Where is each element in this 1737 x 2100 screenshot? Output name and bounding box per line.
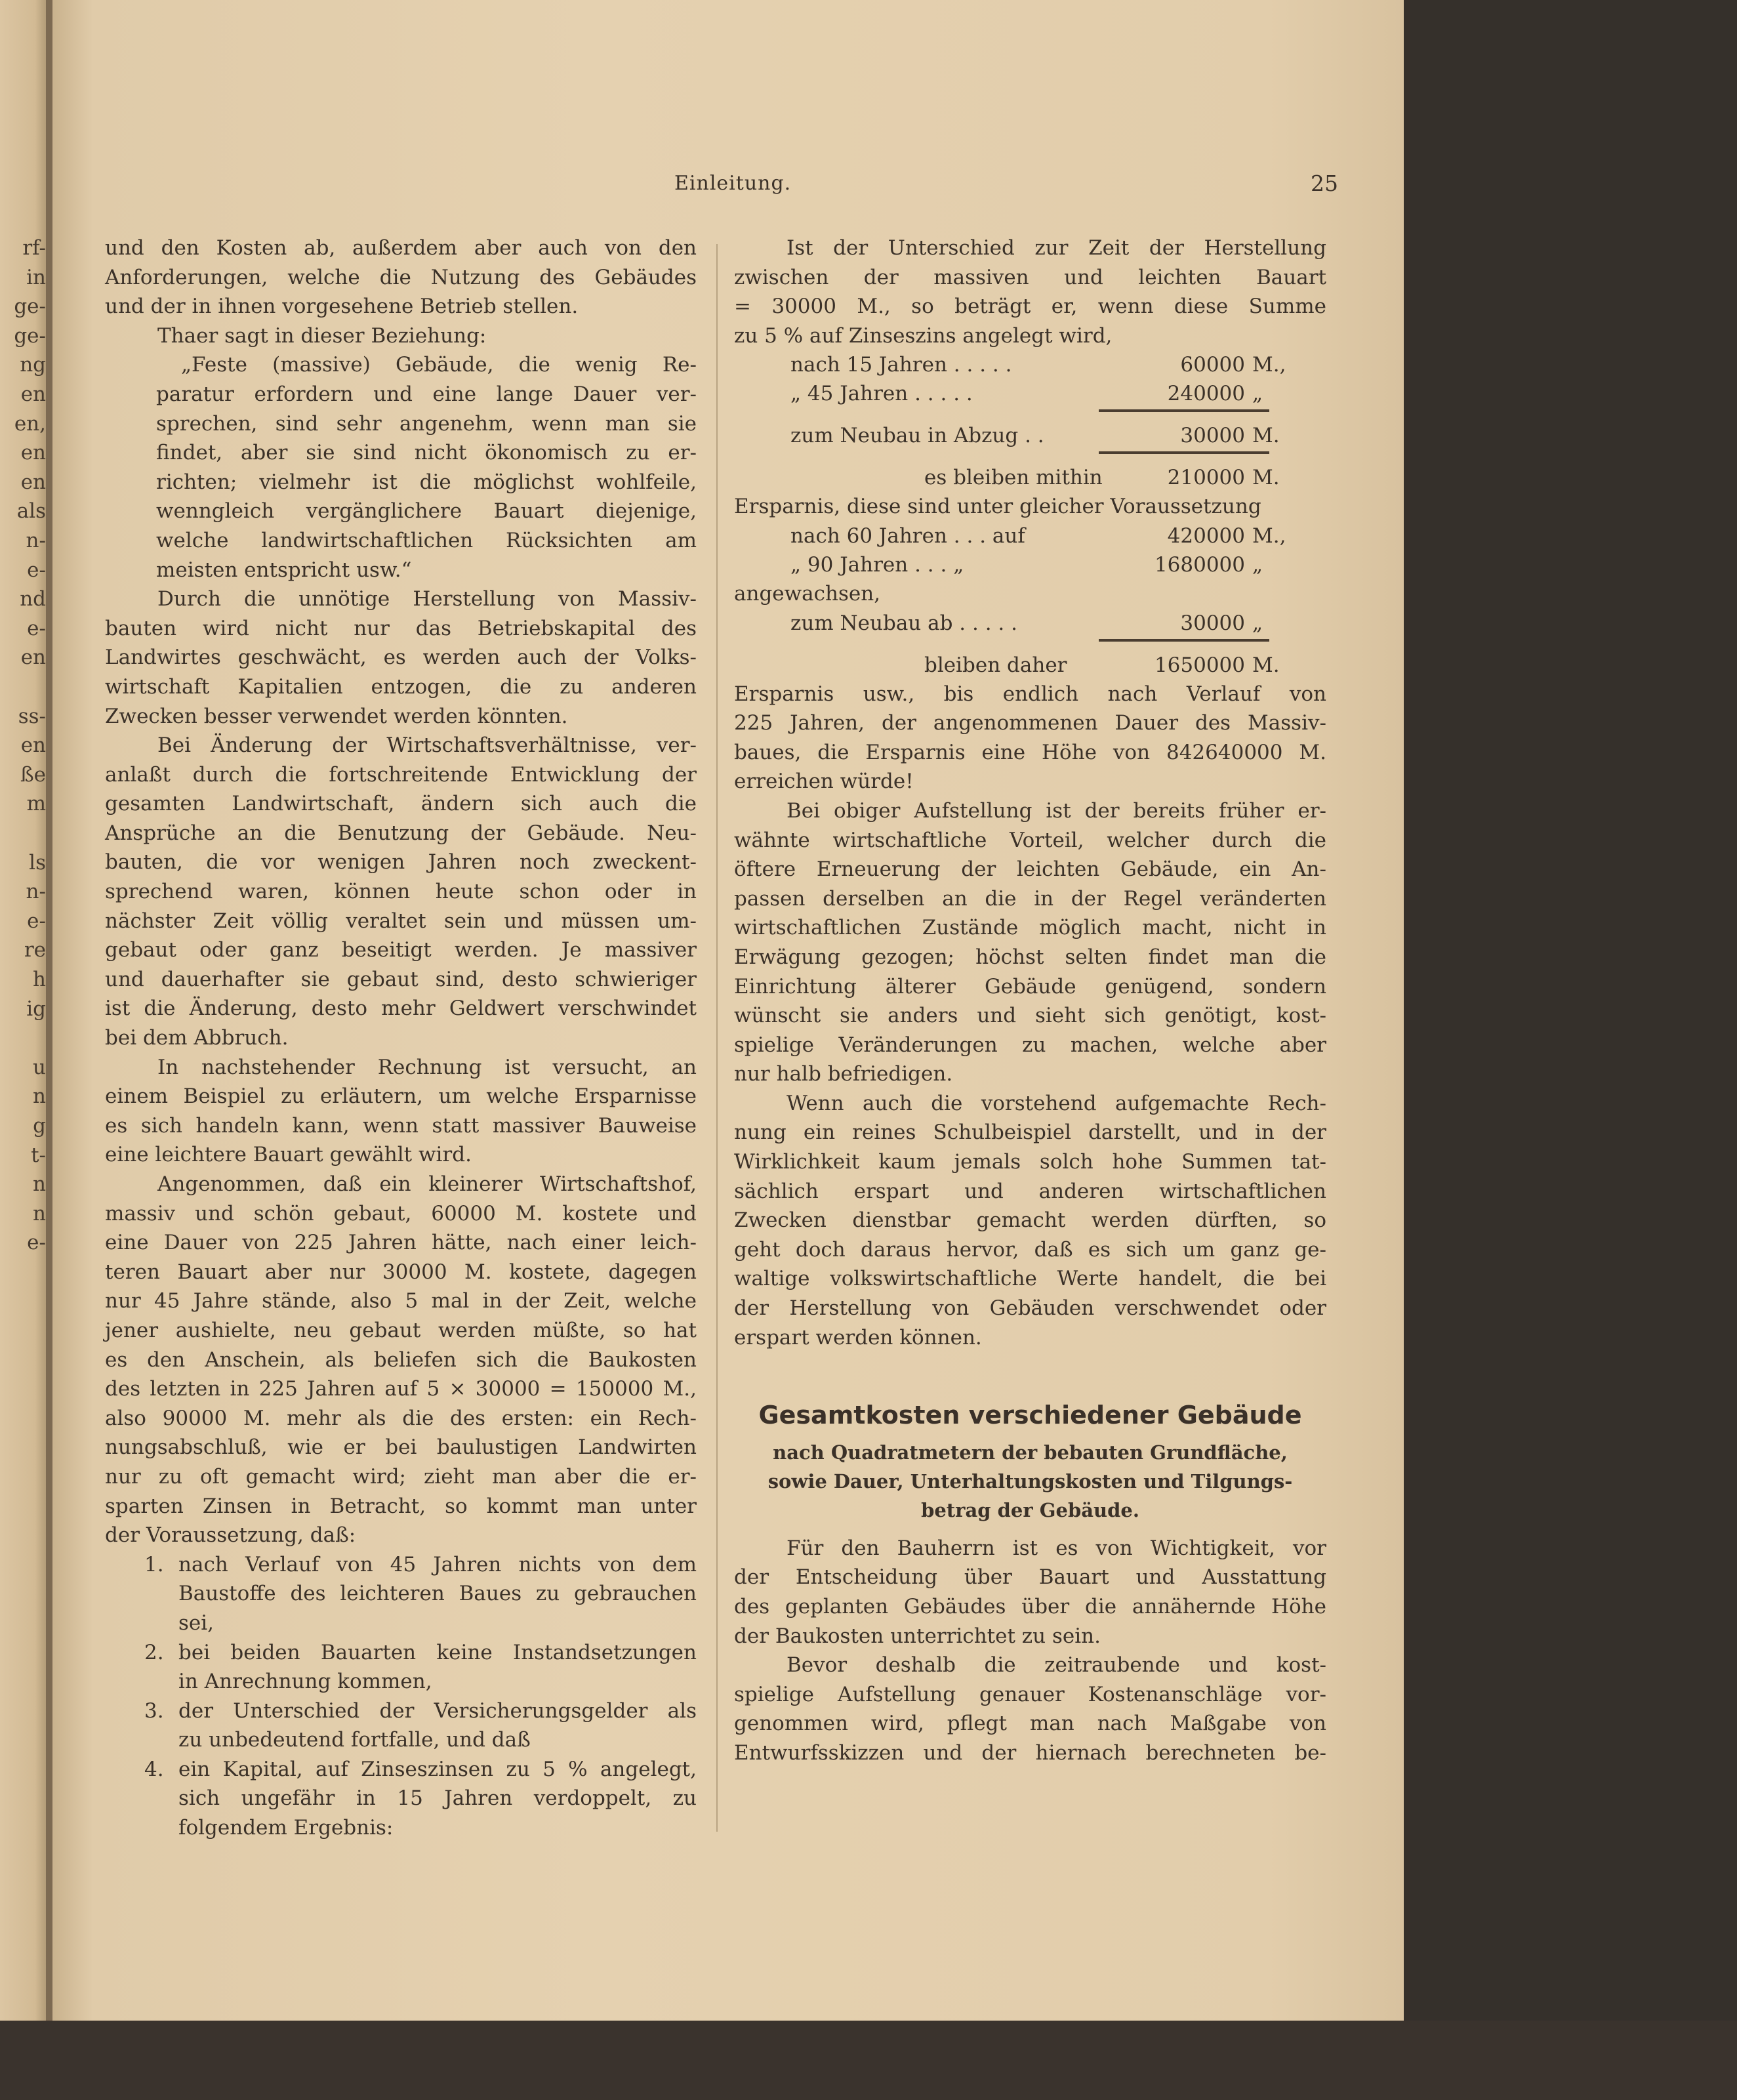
text-run: Angenommen, daß ein kleinerer Wirtschaftshof,	[157, 1172, 697, 1196]
row-unit: „	[1252, 382, 1263, 406]
text-run: gesamten Landwirtschaft, ändern sich auch die	[105, 792, 697, 816]
margin-fragment: en,	[14, 411, 46, 436]
text-run: Zwecken besser verwendet werden könnten.	[105, 704, 568, 728]
text-run: nungsabschluß, wie er bei baulustigen Landwirten	[105, 1435, 697, 1460]
row-label: „ 45 Jahren . . . . .	[790, 382, 973, 406]
margin-fragment: en	[20, 441, 46, 465]
text-run: bauten, die vor wenigen Jahren noch zweckent-	[105, 850, 697, 875]
text-line	[734, 709, 1326, 738]
row-unit: M.	[1252, 424, 1280, 448]
text-line	[105, 321, 697, 351]
text-run: wirtschaftlichen Zustände möglich macht, nicht in	[734, 916, 1326, 940]
quote-line	[105, 438, 697, 468]
text-run: spielige Aufstellung genauer Kostenanschläge vor-	[734, 1682, 1326, 1706]
text-line	[734, 1089, 1326, 1119]
text-line	[734, 1264, 1326, 1294]
text-run: Zwecken dienstbar gemacht werden dürften, so	[734, 1208, 1326, 1233]
row-unit: M.	[1252, 466, 1280, 490]
subheading-line: sowie Dauer, Unterhaltungskosten und Tilgungs-	[767, 1470, 1293, 1493]
text-line	[734, 1001, 1326, 1031]
row-value: 240000	[1167, 382, 1245, 406]
text-line	[105, 614, 697, 644]
subheading-line: betrag der Gebäude.	[921, 1498, 1139, 1521]
text-run: der Baukosten unterrichtet zu sein.	[734, 1624, 1101, 1648]
text-run: Bevor deshalb die zeitraubende und kost-	[787, 1653, 1326, 1678]
row-value: 60000	[1180, 353, 1245, 377]
text-run: nach Verlauf von 45 Jahren nichts von dem	[178, 1552, 697, 1576]
margin-fragment: n-	[26, 880, 46, 904]
row-value: 1650000	[1154, 653, 1245, 677]
list-number: 1.	[144, 1552, 164, 1576]
paragraph	[734, 1651, 1326, 1767]
row-label: es bleiben mithin	[924, 466, 1103, 490]
quote-line	[105, 350, 697, 380]
margin-fragment: e-	[27, 558, 46, 582]
margin-fragment: ße	[20, 762, 46, 787]
text-run: eine Dauer von 225 Jahren hätte, nach einer leich-	[105, 1231, 697, 1255]
text-line	[105, 1082, 697, 1111]
text-line	[105, 1258, 697, 1287]
margin-fragment: n	[33, 1084, 46, 1109]
margin-fragment: als	[16, 499, 46, 524]
paragraph	[734, 492, 1326, 522]
text-line	[734, 826, 1326, 855]
text-run: und dauerhafter sie gebaut sind, desto schwieriger	[105, 967, 697, 991]
text-run: zu 5 % auf Zinseszins angelegt wird,	[734, 323, 1113, 348]
quote-line	[105, 556, 697, 585]
margin-fragment: ge-	[14, 323, 46, 348]
margin-fragment: en	[20, 733, 46, 758]
text-run: Bei obiger Aufstellung ist der bereits früher er-	[787, 798, 1326, 823]
list-item-line	[105, 1579, 697, 1609]
text-run: folgendem Ergebnis:	[178, 1816, 394, 1840]
margin-fragment: n-	[26, 529, 46, 552]
text-run: es sich handeln kann, wenn statt massiver Bauweise	[105, 1113, 697, 1138]
text-run: genommen wird, pflegt man nach Maßgabe von	[734, 1712, 1326, 1736]
list-item-line	[105, 1697, 697, 1726]
book-cover-edge	[1404, 0, 1737, 2100]
section-subheading	[734, 1438, 1326, 1534]
margin-fragment: en	[20, 646, 46, 670]
text-line	[105, 994, 697, 1023]
text-line	[105, 1111, 697, 1141]
row-unit: M.,	[1252, 353, 1286, 377]
list-number: 3.	[144, 1699, 164, 1723]
margin-fragment: n	[33, 1201, 46, 1225]
text-run: wünscht sie anders und sieht sich genötigt, kost-	[734, 1004, 1326, 1028]
calculation-row	[734, 651, 1326, 680]
text-run: geht doch daraus hervor, daß es sich um ganz ge-	[734, 1237, 1326, 1262]
text-line	[105, 760, 697, 790]
quote-line	[105, 380, 697, 409]
paragraph	[734, 234, 1326, 350]
text-line	[105, 819, 697, 848]
text-line	[105, 1287, 697, 1316]
text-line	[105, 1023, 697, 1053]
text-line	[105, 965, 697, 995]
text-run: Baustoffe des leichteren Baues zu gebrauchen	[178, 1582, 697, 1606]
text-line	[734, 263, 1326, 293]
text-line	[734, 972, 1326, 1002]
paragraph	[105, 1053, 697, 1170]
text-line	[734, 1118, 1326, 1147]
row-label: nach 15 Jahren . . . . .	[790, 353, 1012, 377]
margin-fragment: ge-	[14, 295, 46, 319]
text-run: sparten Zinsen in Betracht, so kommt man unter	[105, 1494, 697, 1518]
calculation-row	[734, 379, 1326, 408]
text-run: und den Kosten ab, außerdem aber auch von den	[105, 236, 697, 260]
paragraph	[105, 1638, 697, 1697]
margin-fragment: en	[20, 470, 46, 494]
list-item-line	[105, 1638, 697, 1668]
text-line	[105, 907, 697, 936]
text-run: Wirklichkeit kaum jemals solch hohe Summen tat-	[734, 1150, 1326, 1174]
sum-rule	[1099, 639, 1269, 642]
margin-fragment: e-	[27, 616, 46, 640]
list-number: 4.	[144, 1757, 164, 1781]
text-line	[105, 585, 697, 614]
quote-line	[105, 526, 697, 556]
text-line	[105, 1346, 697, 1375]
margin-fragment: en	[20, 382, 46, 406]
margin-fragment: in	[26, 265, 46, 289]
calculation-row	[734, 350, 1326, 379]
text-run: erspart werden können.	[734, 1325, 982, 1349]
text-line	[105, 643, 697, 672]
text-line	[105, 292, 697, 321]
list-number: 2.	[144, 1640, 164, 1664]
row-label: „ 90 Jahren . . . „	[790, 552, 964, 577]
paragraph	[734, 1089, 1326, 1352]
text-line	[105, 731, 697, 760]
text-line	[734, 767, 1326, 796]
list-item-line	[105, 1755, 697, 1784]
text-run: zwischen der massiven und leichten Bauart	[734, 265, 1326, 289]
text-run: Ersparnis usw., bis endlich nach Verlauf von	[734, 682, 1326, 706]
text-run: Erwägung gezogen; höchst selten findet man die	[734, 945, 1326, 969]
text-run: Entwurfsskizzen und der hiernach berechneten be-	[734, 1740, 1326, 1765]
margin-fragment: u	[33, 1055, 46, 1079]
subheading-line: nach Quadratmetern der bebauten Grundfläche,	[773, 1441, 1288, 1464]
text-run: nächster Zeit völlig veraltet sein und müssen um-	[105, 909, 697, 933]
text-line	[734, 234, 1326, 263]
margin-fragment: e-	[27, 1231, 46, 1255]
text-run: richten; vielmehr ist die möglichst wohlfeile,	[156, 470, 697, 494]
list-item-line	[105, 1784, 697, 1813]
text-run: und der in ihnen vorgesehene Betrieb stellen.	[105, 295, 579, 319]
text-line	[734, 579, 1326, 609]
text-run: der Unterschied der Versicherungsgelder als	[178, 1699, 697, 1723]
text-run: findet, aber sie sind nicht ökonomisch zu er-	[156, 441, 697, 465]
text-run: Für den Bauherrn ist es von Wichtigkeit, vor	[787, 1536, 1326, 1560]
margin-fragment: ls	[29, 850, 46, 875]
margin-fragment: h	[33, 968, 46, 991]
text-run: Durch die unnötige Herstellung von Massiv-	[157, 587, 697, 611]
row-unit: M.,	[1252, 524, 1286, 548]
text-run: = 30000 M., so beträgt er, wenn diese Summe	[734, 295, 1326, 319]
text-run: anlaßt durch die fortschreitende Entwicklung der	[105, 762, 697, 787]
text-line	[734, 1060, 1326, 1089]
text-run: es den Anschein, als beliefen sich die Baukosten	[105, 1348, 697, 1372]
text-run: sich ungefähr in 15 Jahren verdoppelt, zu	[178, 1786, 697, 1811]
text-run: baues, die Ersparnis eine Höhe von 842640000 M.	[734, 740, 1326, 764]
text-line	[105, 789, 697, 819]
margin-fragment: ng	[20, 353, 46, 377]
text-run: Anforderungen, welche die Nutzung des Gebäudes	[105, 265, 697, 289]
text-run: öftere Erneuerung der leichten Gebäude, ein An-	[734, 857, 1326, 882]
text-run: erreichen würde!	[734, 770, 914, 794]
list-item-line	[105, 1550, 697, 1580]
text-line	[105, 672, 697, 702]
text-line	[734, 855, 1326, 884]
row-value: 30000	[1180, 424, 1245, 448]
text-line	[105, 1433, 697, 1462]
text-line	[734, 1534, 1326, 1563]
text-line	[734, 738, 1326, 768]
text-line	[734, 1563, 1326, 1592]
margin-fragment: ig	[26, 997, 46, 1021]
paragraph	[105, 1170, 697, 1550]
text-run: sprechen, sind sehr angenehm, wenn man sie	[156, 411, 697, 436]
row-label: zum Neubau ab . . . . .	[790, 611, 1017, 635]
text-run: einem Beispiel zu erläutern, um welche Ersparnisse	[105, 1084, 697, 1109]
calculation-row	[734, 609, 1326, 638]
text-run: Einrichtung älterer Gebäude genügend, sondern	[734, 974, 1326, 999]
calculation-table	[734, 350, 1326, 492]
text-run: Bei Änderung der Wirtschaftsverhältnisse, ver-	[157, 733, 697, 758]
quote-line	[105, 497, 697, 526]
text-run: Ansprüche an die Benutzung der Gebäude. Neu-	[105, 821, 697, 845]
calculation-row	[734, 550, 1326, 579]
text-run: massiv und schön gebaut, 60000 M. kostete und	[105, 1201, 697, 1225]
text-run: nur halb befriedigen.	[734, 1062, 953, 1086]
row-value: 1680000	[1154, 552, 1245, 577]
quote-line	[105, 409, 697, 439]
running-head: Einleitung.	[674, 172, 792, 195]
paragraph	[105, 350, 697, 585]
paragraph	[105, 585, 697, 731]
row-unit: M.	[1252, 653, 1280, 677]
text-run: des geplanten Gebäudes über die annähernde Höhe	[734, 1595, 1326, 1618]
text-line	[734, 1177, 1326, 1206]
text-run: teren Bauart aber nur 30000 M. kostete, dagegen	[105, 1260, 697, 1284]
list-item-line	[105, 1725, 697, 1755]
text-run: nung ein reines Schulbeispiel darstellt, und in der	[734, 1121, 1326, 1145]
text-run: des letzten in 225 Jahren auf 5 × 30000 = 150000 M.,	[105, 1377, 697, 1401]
text-line	[105, 1521, 697, 1550]
text-run: eine leichtere Bauart gewählt wird.	[105, 1143, 472, 1167]
text-run: der Voraussetzung, daß:	[105, 1523, 356, 1548]
text-line	[734, 492, 1326, 522]
row-unit: „	[1252, 552, 1263, 577]
text-line	[734, 1709, 1326, 1739]
text-run: 225 Jahren, der angenommenen Dauer des Massiv-	[734, 711, 1326, 735]
text-line	[105, 234, 697, 263]
text-line	[734, 1680, 1326, 1710]
sum-rule	[1099, 451, 1269, 454]
text-run: wähnte wirtschaftliche Vorteil, welcher durch die	[734, 828, 1326, 852]
text-run: passen derselben an die in der Regel veränderten	[734, 886, 1326, 911]
calculation-table	[734, 609, 1326, 680]
text-line	[734, 680, 1326, 709]
text-line	[734, 913, 1326, 943]
text-line	[734, 1294, 1326, 1323]
section-heading: Gesamtkosten verschiedener Gebäude	[758, 1401, 1302, 1430]
paragraph	[734, 680, 1326, 796]
column-divider	[716, 244, 718, 1832]
row-label: zum Neubau in Abzug . .	[790, 424, 1044, 448]
margin-fragment: e-	[27, 909, 46, 933]
left-column	[105, 234, 697, 1843]
text-line	[734, 292, 1326, 321]
text-line	[734, 1206, 1326, 1235]
margin-fragment: re	[24, 938, 46, 962]
text-run: der Herstellung von Gebäuden verschwendet oder	[734, 1296, 1326, 1321]
right-column	[734, 234, 1326, 1768]
page-number: 25	[1311, 171, 1338, 196]
text-run: Landwirtes geschwächt, es werden auch der Volks-	[105, 646, 697, 670]
text-run: ein Kapital, auf Zinseszinsen zu 5 % angelegt,	[178, 1757, 697, 1781]
text-run: waltige volkswirtschaftliche Werte handelt, die bei	[734, 1267, 1326, 1291]
text-line	[734, 1651, 1326, 1680]
text-line	[105, 1228, 697, 1258]
text-run: paratur erfordern und eine lange Dauer ver-	[156, 382, 697, 406]
text-line	[734, 1031, 1326, 1060]
paragraph	[734, 1534, 1326, 1651]
margin-fragment: n	[33, 1172, 46, 1197]
margin-fragment: g	[33, 1114, 46, 1138]
paragraph	[105, 234, 697, 321]
sum-rule	[1099, 409, 1269, 412]
text-line	[105, 877, 697, 907]
text-line	[105, 1140, 697, 1170]
margin-fragment: ss-	[18, 704, 46, 728]
text-run: Ist der Unterschied zur Zeit der Herstellung	[787, 236, 1326, 260]
margin-fragment: rf-	[22, 236, 46, 260]
text-line	[734, 943, 1326, 972]
text-run: also 90000 M. mehr als die des ersten: ein Rech-	[105, 1406, 697, 1430]
text-line	[734, 321, 1326, 351]
text-run: nur zu oft gemacht wird; zieht man aber die er-	[105, 1464, 697, 1489]
text-line	[734, 1323, 1326, 1353]
row-value: 30000	[1180, 611, 1245, 635]
text-line	[105, 1374, 697, 1404]
text-line	[734, 1235, 1326, 1265]
text-run: gebaut oder ganz beseitigt werden. Je massiver	[105, 938, 697, 962]
text-run: in Anrechnung kommen,	[178, 1670, 432, 1694]
text-run: ist die Änderung, desto mehr Geldwert verschwindet	[105, 997, 697, 1021]
text-run: bauten wird nicht nur das Betriebskapital des	[105, 616, 697, 640]
text-run: nur 45 Jahre stände, also 5 mal in der Zeit, welche	[105, 1289, 697, 1313]
calculation-table	[734, 522, 1326, 579]
text-run: meisten entspricht usw.“	[156, 558, 412, 582]
text-line	[105, 263, 697, 293]
list-item-line	[105, 1609, 697, 1638]
text-line	[734, 1592, 1326, 1622]
text-run: Ersparnis, diese sind unter gleicher Voraussetzung	[734, 495, 1261, 519]
text-line	[734, 884, 1326, 914]
text-line	[105, 1199, 697, 1229]
text-run: angewachsen,	[734, 581, 881, 606]
text-run: wenngleich vergänglichere Bauart diejenige,	[156, 499, 697, 524]
text-run: sei,	[178, 1611, 215, 1635]
text-run: der Entscheidung über Bauart und Ausstattung	[734, 1565, 1326, 1590]
row-unit: „	[1252, 611, 1263, 635]
text-line	[105, 1492, 697, 1521]
text-run: sächlich erspart und anderen wirtschaftlichen	[734, 1179, 1326, 1203]
text-line	[105, 936, 697, 965]
text-run: Thaer sagt in dieser Beziehung:	[157, 323, 487, 348]
text-run: welche landwirtschaftlichen Rücksichten am	[156, 528, 697, 552]
text-line	[105, 1462, 697, 1492]
quote-line	[105, 468, 697, 497]
row-label: nach 60 Jahren . . . auf	[790, 524, 1025, 548]
margin-fragment: t-	[31, 1143, 46, 1167]
text-run: wirtschaft Kapitalien entzogen, die zu anderen	[105, 674, 697, 699]
list-item-line	[105, 1813, 697, 1843]
text-run: zu unbedeutend fortfalle, und daß	[178, 1728, 531, 1752]
paragraph	[734, 579, 1326, 609]
text-line	[105, 1170, 697, 1199]
paragraph	[734, 796, 1326, 1089]
text-run: sprechend waren, können heute schon oder in	[105, 880, 697, 904]
text-line	[734, 1739, 1326, 1768]
text-run: „Feste (massive) Gebäude, die wenig Re-	[181, 353, 697, 377]
background-surface	[0, 2021, 1737, 2100]
row-label: bleiben daher	[924, 653, 1067, 677]
text-line	[734, 1147, 1326, 1177]
calculation-row	[734, 522, 1326, 550]
text-line	[105, 1053, 697, 1082]
row-value: 210000	[1167, 466, 1245, 490]
text-line	[105, 1404, 697, 1433]
paragraph	[105, 731, 697, 1053]
text-line	[734, 796, 1326, 826]
margin-fragment: nd	[20, 587, 46, 611]
calculation-row	[734, 421, 1326, 450]
text-line	[105, 702, 697, 731]
margin-fragment: m	[26, 792, 46, 816]
calculation-row	[734, 463, 1326, 492]
spacer	[734, 1525, 1326, 1534]
paragraph	[105, 1755, 697, 1843]
paragraph	[105, 321, 697, 351]
list-item-line	[105, 1667, 697, 1697]
text-line	[105, 1316, 697, 1346]
text-run: In nachstehender Rechnung ist versucht, an	[157, 1055, 697, 1079]
text-run: Wenn auch die vorstehend aufgemachte Rech-	[787, 1091, 1326, 1115]
row-value: 420000	[1167, 524, 1245, 548]
paragraph	[105, 1550, 697, 1638]
text-run: bei dem Abbruch.	[105, 1026, 289, 1050]
text-run: jener aushielte, neu gebaut werden müßte, so hat	[105, 1318, 697, 1342]
text-run: bei beiden Bauarten keine Instandsetzungen	[178, 1640, 697, 1664]
text-line	[734, 1622, 1326, 1651]
paragraph	[105, 1697, 697, 1755]
text-line	[105, 848, 697, 877]
text-run: spielige Veränderungen zu machen, welche aber	[734, 1033, 1326, 1057]
